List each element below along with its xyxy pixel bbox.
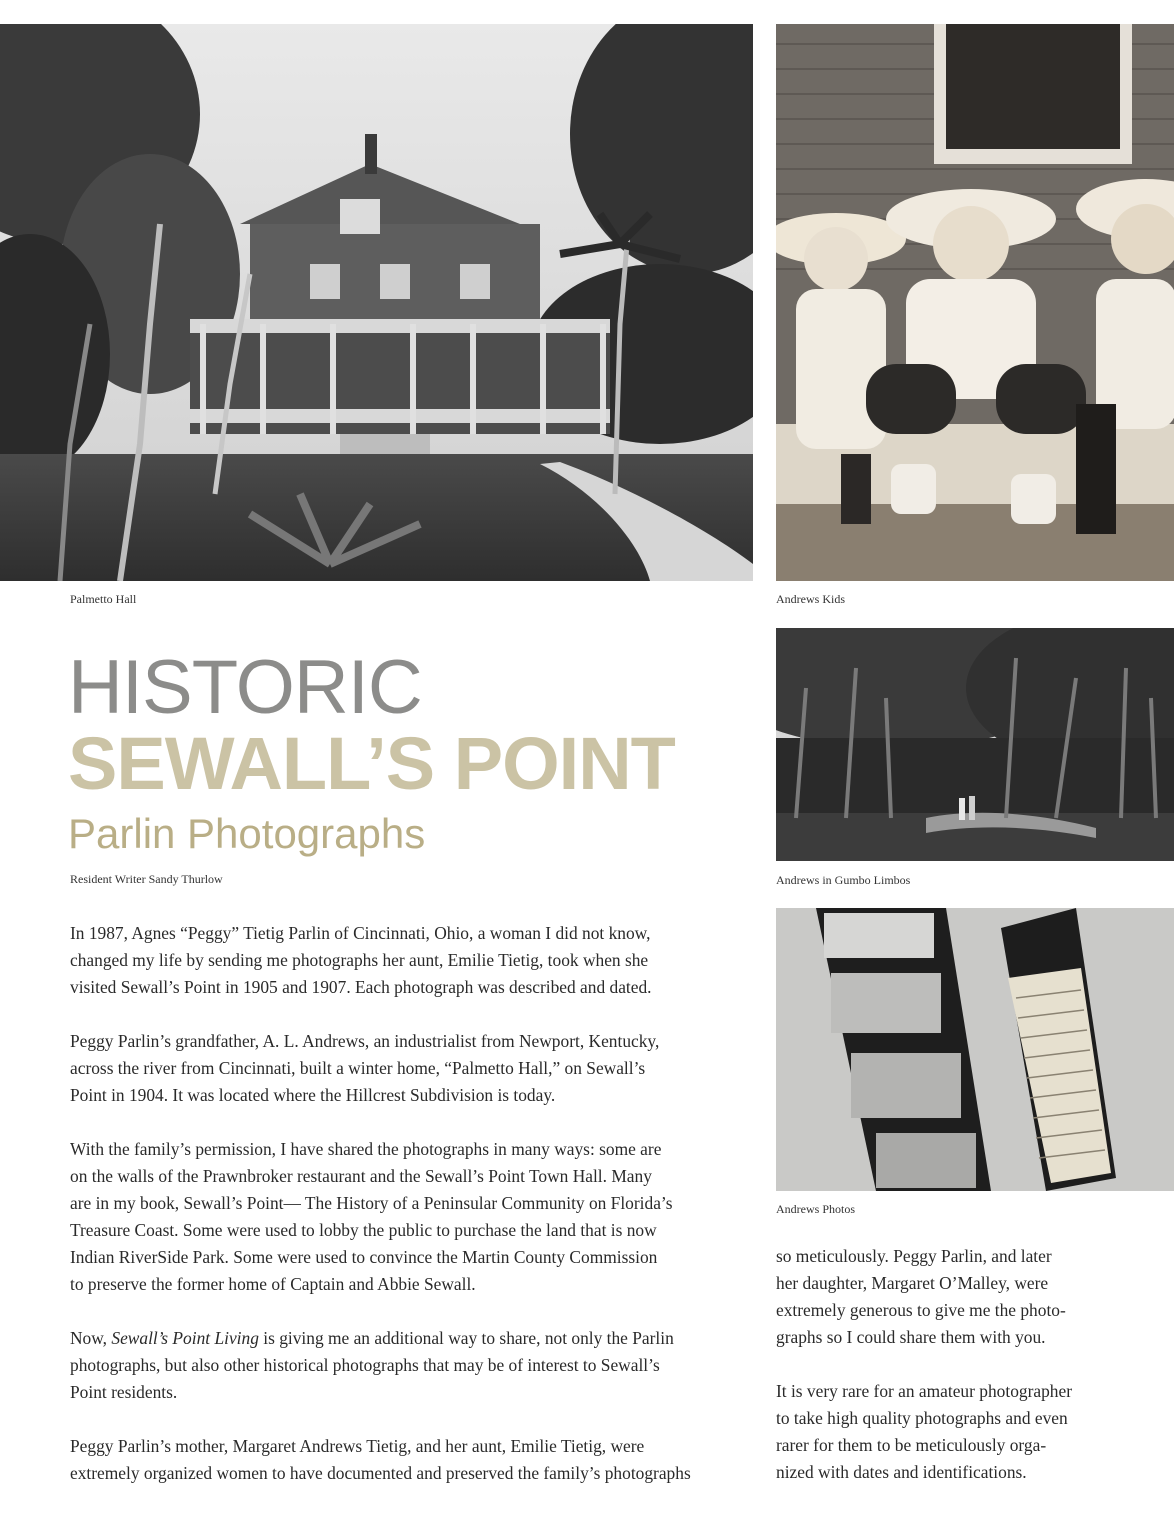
text-line: on the walls of the Prawnbroker restaurant and the Sewall’s Point Town Hall. Many (70, 1166, 652, 1186)
paragraph-7 (776, 1378, 1126, 1486)
paragraph-1 (70, 920, 758, 1001)
paragraph-3 (70, 1136, 758, 1298)
gumbo-limbos-photo (776, 628, 1174, 861)
text-fragment: Now, (70, 1328, 112, 1348)
text-line: so meticulously. Peggy Parlin, and later (776, 1246, 1052, 1266)
text-line: nized with dates and identifications. (776, 1462, 1027, 1482)
text-line: In 1987, Agnes “Peggy” Tietig Parlin of Cincinnati, Ohio, a woman I did not know, (70, 923, 651, 943)
palmetto-hall-caption: Palmetto Hall (70, 592, 137, 606)
text-line: graphs so I could share them with you. (776, 1327, 1046, 1347)
title-historic: HISTORIC (68, 645, 422, 730)
text-line (70, 1325, 758, 1352)
article-left-column (70, 920, 758, 1514)
text-line: Peggy Parlin’s mother, Margaret Andrews Tietig, and her aunt, Emilie Tietig, were (70, 1436, 645, 1456)
text-line: are in my book, Sewall’s Point— The History of a Peninsular Community on Florida’s (70, 1193, 673, 1213)
text-line: With the family’s permission, I have shared the photographs in many ways: some are (70, 1139, 662, 1159)
text-line: photographs, but also other historical photographs that may be of interest to Sewall’s (70, 1355, 660, 1375)
text-line: her daughter, Margaret O’Malley, were (776, 1273, 1049, 1293)
paragraph-5 (70, 1433, 758, 1487)
article-right-column (776, 1243, 1126, 1513)
andrews-kids-photo (776, 24, 1174, 581)
andrews-photos-caption: Andrews Photos (776, 1202, 856, 1216)
text-line: rarer for them to be meticulously orga- (776, 1435, 1047, 1455)
text-fragment: is giving me an additional way to share, not only the Parlin (258, 1328, 674, 1348)
text-line: Point in 1904. It was located where the Hillcrest Subdivision is today. (70, 1085, 556, 1105)
text-line: to preserve the former home of Captain and Abbie Sewall. (70, 1274, 476, 1294)
text-line: across the river from Cincinnati, built a winter home, “Palmetto Hall,” on Sewall’s (70, 1058, 646, 1078)
text-line: Treasure Coast. Some were used to lobby the public to purchase the land that is now (70, 1220, 657, 1240)
text-line: Indian RiverSide Park. Some were used to convince the Martin County Commission (70, 1247, 658, 1267)
paragraph-2 (70, 1028, 758, 1109)
gumbo-limbos-caption: Andrews in Gumbo Limbos (776, 873, 911, 887)
text-line: Point residents. (70, 1382, 178, 1402)
text-line: to take high quality photographs and even (776, 1408, 1068, 1428)
text-line: It is very rare for an amateur photographer (776, 1381, 1072, 1401)
palmetto-hall-photo (0, 24, 753, 581)
andrews-kids-caption: Andrews Kids (776, 592, 845, 606)
paragraph-4 (70, 1325, 758, 1406)
text-line: Peggy Parlin’s grandfather, A. L. Andrews, an industrialist from Newport, Kentucky, (70, 1031, 660, 1051)
paragraph-6 (776, 1243, 1126, 1351)
title-sewalls-point: SEWALL’S POINT (68, 722, 675, 805)
subtitle-parlin-photographs: Parlin Photographs (68, 810, 426, 857)
andrews-photos-photo (776, 908, 1174, 1191)
publication-name: Sewall’s Point Living (111, 1328, 259, 1348)
byline: Resident Writer Sandy Thurlow (70, 872, 223, 886)
text-line: changed my life by sending me photographs her aunt, Emilie Tietig, took when she (70, 950, 649, 970)
text-line: extremely generous to give me the photo- (776, 1300, 1066, 1320)
text-line: extremely organized women to have documented and preserved the family’s photographs (70, 1463, 691, 1483)
text-line: visited Sewall’s Point in 1905 and 1907. Each photograph was described and dated. (70, 977, 652, 997)
